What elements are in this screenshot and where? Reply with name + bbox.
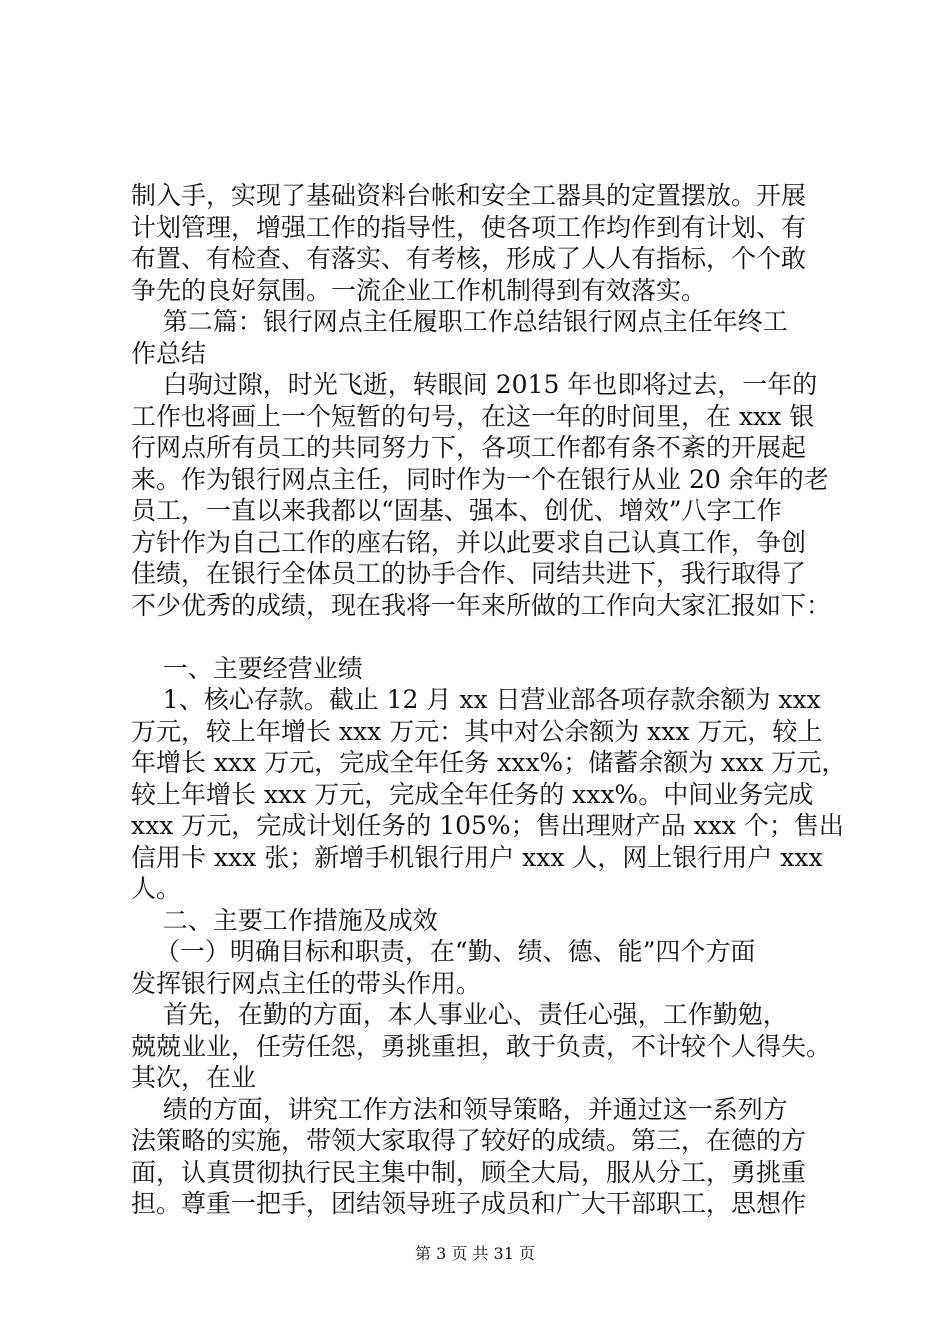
- text-line: 信用卡 xxx 张；新增手机银行用户 xxx 人，网上银行用户 xxx: [131, 842, 823, 872]
- text-line: 工作也将画上一个短暂的句号，在这一年的时间里，在 xxx 银: [131, 401, 815, 431]
- text-line: 来。作为银行网点主任，同时作为一个在银行从业 20 余年的老: [131, 464, 829, 494]
- section-heading-line: 作总结: [131, 338, 207, 368]
- text-line: 行网点所有员工的共同努力下，各项工作都有条不紊的开展起: [131, 433, 807, 462]
- text-line: 员工，一直以来我都以“固基、强本、创优、增效”八字工作: [131, 496, 782, 525]
- text-line: 制入手，实现了基础资料台帐和安全工器具的定置摆放。开展: [131, 181, 807, 210]
- text-line: 担。尊重一把手，团结领导班子成员和广大干部职工，思想作: [131, 1189, 807, 1218]
- text-line: 其次，在业: [131, 1063, 257, 1092]
- section-heading-line: 第二篇：银行网点主任履职工作总结银行网点主任年终工: [131, 307, 788, 336]
- text-line: 兢兢业业，任劳任怨，勇挑重担，敢于负责，不计较个人得失。: [131, 1031, 832, 1061]
- text-line: 较上年增长 xxx 万元，完成全年任务的 xxx%。中间业务完成: [131, 779, 814, 809]
- document-body: [131, 180, 847, 1220]
- text-line: 首先，在勤的方面，本人事业心、责任心强，工作勤勉，: [131, 1000, 788, 1029]
- text-line: 白驹过隙，时光飞逝，转眼间 2015 年也即将过去，一年的: [131, 370, 818, 399]
- text-line: 方针作为自己工作的座右铭，并以此要求自己认真工作，争创: [131, 527, 807, 557]
- section-heading-line: 一、主要经营业绩: [131, 653, 363, 683]
- text-line: 争先的良好氛围。一流企业工作机制得到有效落实。: [131, 275, 707, 305]
- text-line: 万元，较上年增长 xxx 万元：其中对公余额为 xxx 万元，较上: [131, 716, 823, 746]
- text-line: （一）明确目标和职责，在“勤、绩、德、能”四个方面: [131, 937, 756, 966]
- text-line: 法策略的实施，带领大家取得了较好的成绩。第三，在德的方: [131, 1126, 807, 1155]
- text-line: xxx 万元，完成计划任务的 105%；售出理财产品 xxx 个；售出: [131, 811, 844, 840]
- paragraph-gap: [131, 621, 843, 653]
- text-line: 面，认真贯彻执行民主集中制，顾全大局，服从分工，勇挑重: [131, 1157, 807, 1187]
- text-line: 发挥银行网点主任的带头作用。: [131, 968, 482, 998]
- text-line: 1、核心存款。截止 12 月 xx 日营业部各项存款余额为 xxx: [131, 685, 821, 714]
- text-line: 布置、有检查、有落实、有考核，形成了人人有指标，个个敢: [131, 244, 807, 273]
- section-heading-line: 二、主要工作措施及成效: [131, 905, 438, 935]
- text-line: 计划管理，增强工作的指导性，使各项工作均作到有计划、有: [131, 212, 807, 242]
- page-number-footer: 第 3 页 共 31 页: [415, 1244, 535, 1263]
- text-line: 佳绩，在银行全体员工的协手合作、同结共进下，我行取得了: [131, 559, 807, 588]
- text-line: 人。: [131, 874, 182, 903]
- text-line: 不少优秀的成绩，现在我将一年来所做的工作向大家汇报如下：: [131, 590, 832, 620]
- text-line: 年增长 xxx 万元，完成全年任务 xxx%；储蓄余额为 xxx 万元，: [131, 748, 847, 777]
- text-line: 绩的方面，讲究工作方法和领导策略，并通过这一系列方: [131, 1094, 788, 1124]
